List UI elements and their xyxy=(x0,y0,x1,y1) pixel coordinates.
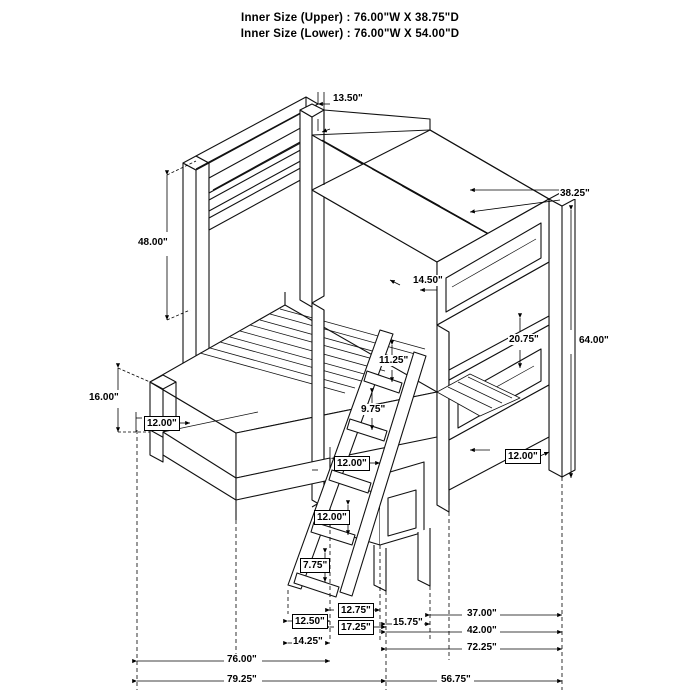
dimension-label-12-00-center: 12.00" xyxy=(334,456,370,471)
inner-size-upper: Inner Size (Upper) : 76.00"W X 38.75"D xyxy=(241,12,459,24)
dimension-label-12-75: 12.75" xyxy=(338,603,374,618)
dimension-label-72-25: 72.25" xyxy=(467,642,497,653)
dimension-label-14-25: 14.25" xyxy=(293,636,323,647)
dimension-label-42-00: 42.00" xyxy=(467,625,497,636)
dimension-label-17-25: 17.25" xyxy=(338,620,374,635)
dimension-label-14-50: 14.50" xyxy=(413,275,443,286)
dimension-label-15-75: 15.75" xyxy=(393,617,423,628)
inner-size-lower: Inner Size (Lower) : 76.00"W X 54.00"D xyxy=(240,28,460,40)
dimension-label-79-25: 79.25" xyxy=(227,674,257,685)
dimension-label-37-00: 37.00" xyxy=(467,608,497,619)
dimension-label-12-50: 12.50" xyxy=(292,614,328,629)
dimension-label-64-00: 64.00" xyxy=(579,335,609,346)
dimension-label-56-75: 56.75" xyxy=(441,674,471,685)
dimension-label-16-00: 16.00" xyxy=(89,392,119,403)
dimension-label-76-00: 76.00" xyxy=(227,654,257,665)
dimension-label-12-00-right: 12.00" xyxy=(505,449,541,464)
dimension-label-20-75: 20.75" xyxy=(509,334,539,345)
dimension-label-9-75: 9.75" xyxy=(361,404,386,415)
dimension-label-12-00-left: 12.00" xyxy=(144,416,180,431)
dimension-label-48-00: 48.00" xyxy=(138,237,168,248)
dimension-label-12-00-ladder: 12.00" xyxy=(314,510,350,525)
dimension-label-13-50: 13.50" xyxy=(333,93,363,104)
dimension-label-38-25: 38.25" xyxy=(560,188,590,199)
dimension-label-11-25: 11.25" xyxy=(379,355,409,366)
dimension-label-7-75: 7.75" xyxy=(300,558,330,573)
